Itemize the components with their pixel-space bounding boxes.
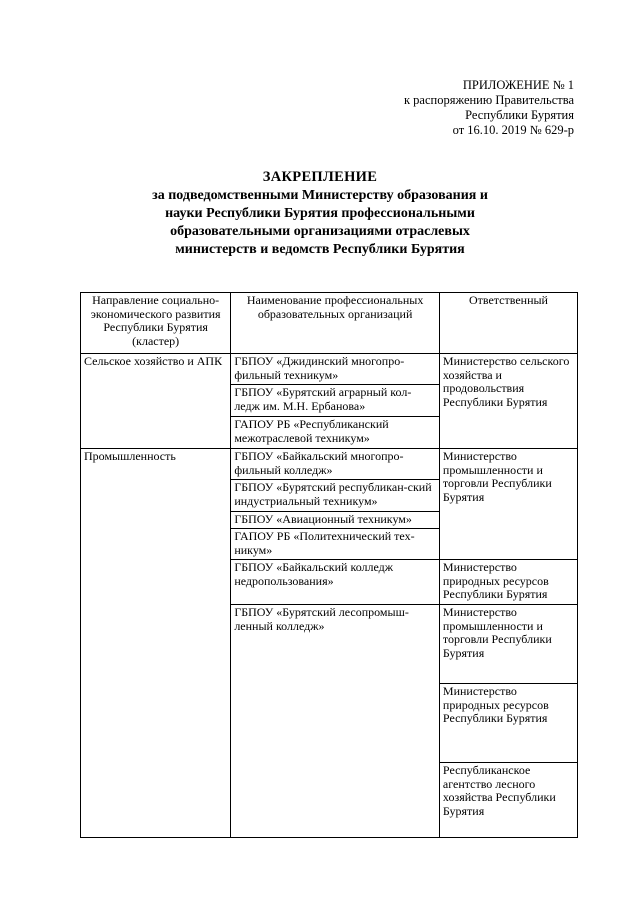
org-cell: ГБПОУ «Байкальский многопро-фильный колледж»	[231, 449, 440, 480]
document-title	[0, 168, 640, 259]
title-line-2: науки Республики Бурятия профессиональными	[165, 206, 475, 221]
responsible-cell: Республиканское агентство лесного хозяйства Республики Бурятия	[439, 763, 577, 838]
cluster-cell: Промышленность	[81, 449, 231, 838]
header-responsible: Ответственный	[439, 293, 577, 354]
responsible-cell: Министерство промышленности и торговли Республики Бурятия	[439, 605, 577, 684]
appendix-line-1: ПРИЛОЖЕНИЕ № 1	[462, 78, 574, 92]
appendix-line-2: к распоряжению Правительства	[403, 93, 574, 107]
table-row	[81, 354, 578, 385]
appendix-line-3: Республики Бурятия	[465, 108, 574, 122]
header-cluster: Направление социально-экономического развития Республики Бурятия (кластер)	[81, 293, 231, 354]
org-cell: ГБПОУ «Бурятский республикан-ский индустриальный техникум»	[231, 480, 440, 512]
title-main: ЗАКРЕПЛЕНИЕ	[262, 169, 378, 185]
table-row	[81, 449, 578, 480]
org-cell: ГАПОУ РБ «Республиканский межотраслевой техникум»	[231, 417, 440, 449]
appendix-header	[404, 78, 574, 138]
org-cell: ГАПОУ РБ «Политехнический тех-никум»	[231, 529, 440, 560]
title-line-4: министерств и ведомств Республики Бурятия	[175, 242, 465, 257]
appendix-line-4: от 16.10. 2019 № 629-р	[452, 123, 574, 137]
org-cell: ГБПОУ «Байкальский колледж недропользования»	[231, 560, 440, 605]
responsible-cell: Министерство промышленности и торговли Республики Бурятия	[439, 449, 577, 560]
org-cell: ГБПОУ «Джидинский многопро-фильный техникум»	[231, 354, 440, 385]
cluster-cell: Сельское хозяйство и АПК	[81, 354, 231, 449]
org-cell: ГБПОУ «Бурятский аграрный кол-ледж им. М.Н. Ербанова»	[231, 385, 440, 417]
title-line-3: образовательными организациями отраслевых	[170, 224, 470, 239]
org-cell: ГБПОУ «Бурятский лесопромыш-ленный колледж»	[231, 605, 440, 838]
responsible-cell: Министерство сельского хозяйства и продовольствия Республики Бурятия	[439, 354, 577, 449]
assignment-table	[80, 292, 578, 838]
org-cell: ГБПОУ «Авиационный техникум»	[231, 512, 440, 529]
table-header-row	[81, 293, 578, 354]
responsible-cell: Министерство природных ресурсов Республики Бурятия	[439, 684, 577, 763]
title-line-1: за подведомственными Министерству образования и	[152, 188, 488, 203]
header-organizations: Наименование профессиональных образовательных организаций	[231, 293, 440, 354]
responsible-cell: Министерство природных ресурсов Республики Бурятия	[439, 560, 577, 605]
